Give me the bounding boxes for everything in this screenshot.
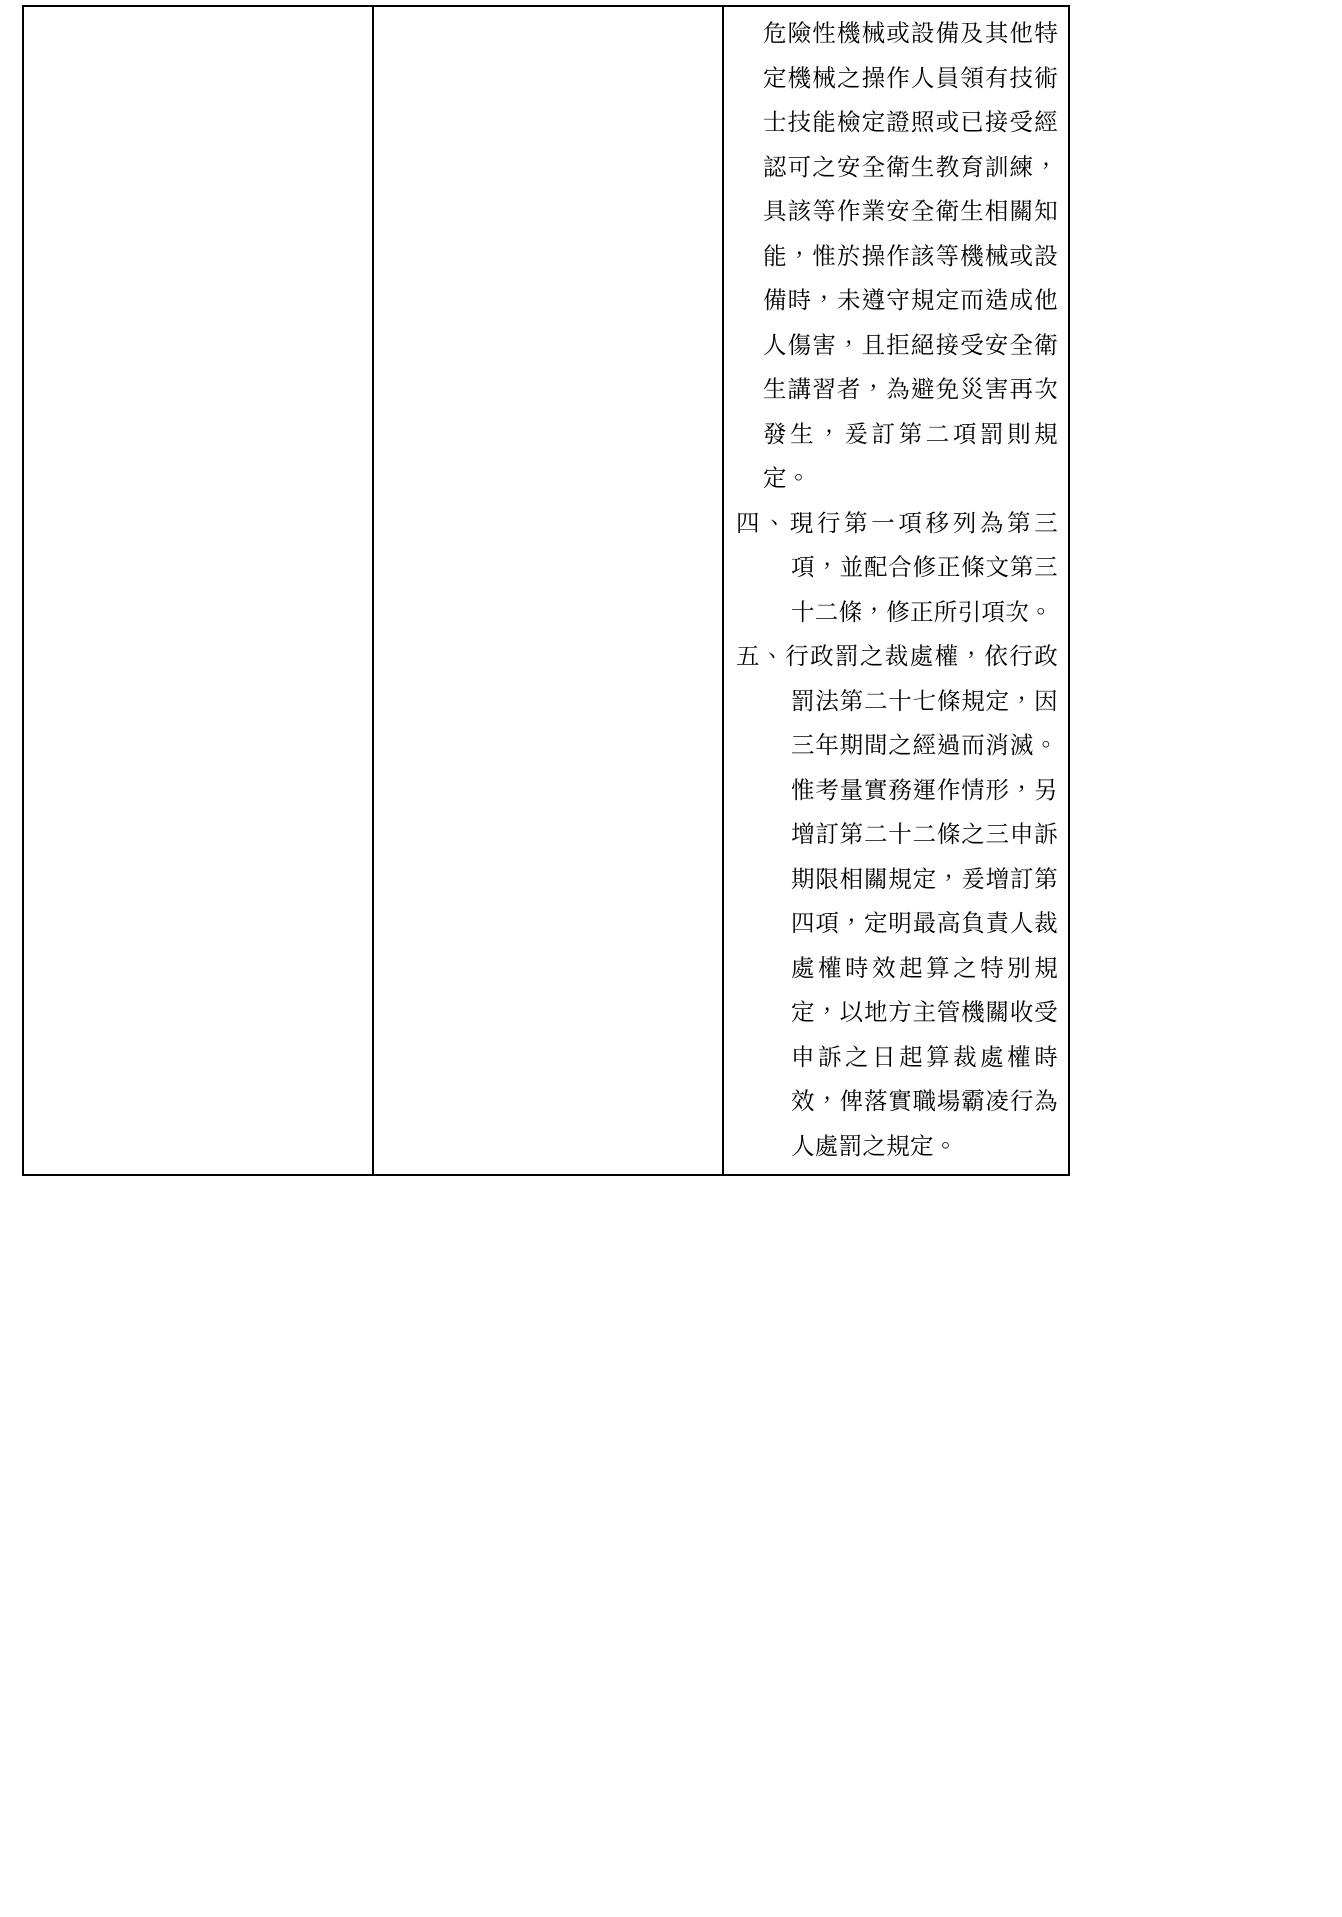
cell-amended-text bbox=[23, 6, 373, 1175]
current-text-content bbox=[374, 7, 722, 17]
explanation-continued-paragraph: 危險性機械或設備及其他特定機械之操作人員領有技術士技能檢定證照或已接受經認可之安全衛生教育訓練，具該等作業安全衛生相關知能，惟於操作該等機械或設備時，未遵守規定而造成他人傷害，且拒絕接受安全衛生講習者，為避免災害再次發生，爰訂第二項罰則規定。 bbox=[763, 19, 1058, 492]
explanation-item-4-marker: 四、 bbox=[736, 508, 790, 537]
explanation-item-5-marker: 五、 bbox=[736, 642, 786, 670]
explanation-content bbox=[724, 7, 1068, 1174]
explanation-item-4 bbox=[736, 501, 1058, 635]
cell-current-text bbox=[373, 6, 723, 1175]
table-row bbox=[23, 6, 1069, 1175]
cell-explanation bbox=[723, 6, 1069, 1175]
explanation-item-5-text: 行政罰之裁處權，依行政罰法第二十七條規定，因三年期間之經過而消滅。惟考量實務運作情形，另增訂第二十二條之三申訴期限相關規定，爰增訂第四項，定明最高負責人裁處權時效起算之特別規定，以地方主管機關收受申訴之日起算裁處權時效，俾落實職場霸凌行為人處罰之規定。 bbox=[785, 642, 1058, 1160]
explanation-item-5 bbox=[736, 634, 1058, 1168]
explanation-item-4-text: 現行第一項移列為第三項，並配合修正條文第三十二條，修正所引項次。 bbox=[789, 508, 1059, 626]
amended-text-content bbox=[24, 7, 372, 918]
amendment-comparison-table bbox=[22, 5, 1070, 1176]
